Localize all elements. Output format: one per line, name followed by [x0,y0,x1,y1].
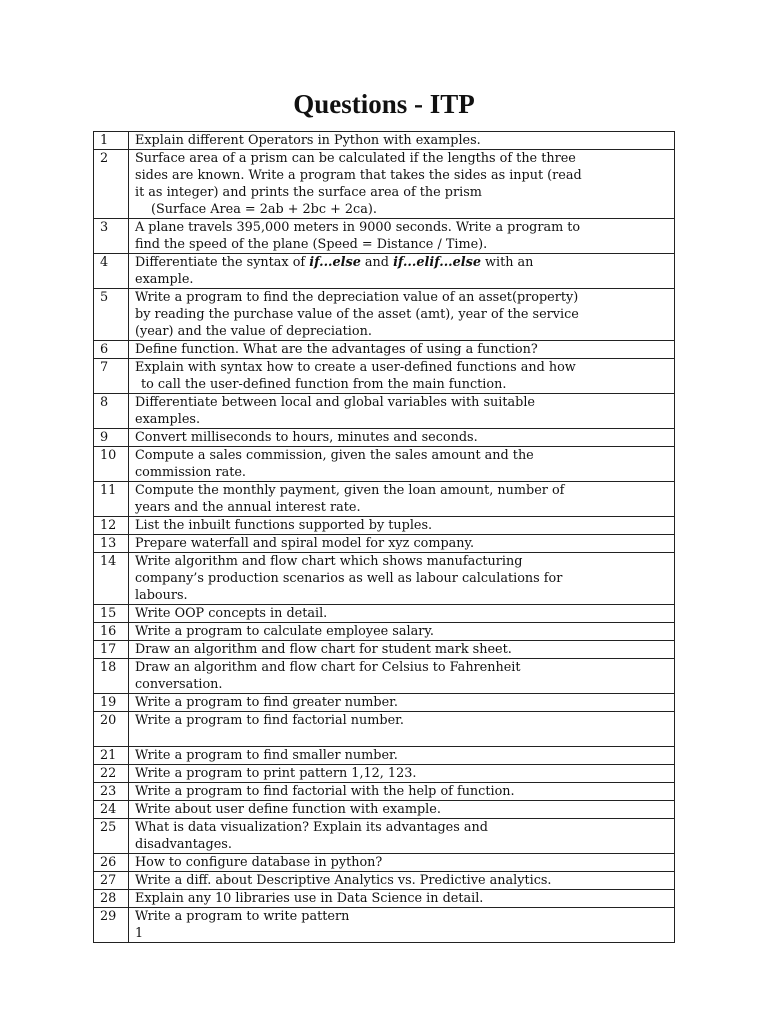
question-number: 21 [94,747,129,765]
question-text [129,517,675,535]
table-row [94,482,675,517]
question-number: 29 [94,908,129,943]
question-text [129,150,675,219]
question-number: 24 [94,801,129,819]
question-line: Write a program to find smaller number. [135,748,398,763]
question-number: 9 [94,429,129,447]
question-number: 5 [94,289,129,341]
question-line: by reading the purchase value of the asset (amt), year of the service [135,307,579,322]
question-line: Define function. What are the advantages of using a function? [135,342,538,357]
question-number: 19 [94,694,129,712]
question-text [129,605,675,623]
table-row [94,890,675,908]
table-row [94,659,675,694]
question-number: 17 [94,641,129,659]
question-number: 25 [94,819,129,854]
question-line: company’s production scenarios as well as labour calculations for [135,571,563,586]
table-row [94,429,675,447]
question-line: examples. [135,412,201,427]
syntax-keyword: if...elif...else [393,255,481,270]
question-number: 10 [94,447,129,482]
question-line: to call the user-defined function from the main function. [141,377,507,392]
table-row [94,341,675,359]
question-text [129,765,675,783]
question-line: List the inbuilt functions supported by tuples. [135,518,433,533]
question-line: Explain any 10 libraries use in Data Science in detail. [135,891,484,906]
question-line: 1 [135,926,144,941]
question-text [129,553,675,605]
question-text [129,341,675,359]
question-line: find the speed of the plane (Speed = Distance / Time). [135,237,488,252]
question-line: conversation. [135,677,223,692]
question-text [129,712,675,747]
question-line: example. [135,272,194,287]
question-text [129,659,675,694]
page-title: Questions - ITP [293,89,475,119]
table-row [94,517,675,535]
table-row [94,908,675,943]
question-number: 26 [94,854,129,872]
question-number: 12 [94,517,129,535]
question-line: A plane travels 395,000 meters in 9000 seconds. Write a program to [135,220,581,235]
question-number: 13 [94,535,129,553]
question-line: Draw an algorithm and flow chart for student mark sheet. [135,642,512,657]
question-text [129,747,675,765]
question-line-fragment: and [360,255,394,270]
syntax-keyword: if...else [309,255,361,270]
question-line: Surface area of a prism can be calculated if the lengths of the three [135,151,576,166]
question-number: 20 [94,712,129,747]
question-text [129,254,675,289]
question-line: Write about user define function with example. [135,802,441,817]
question-number: 28 [94,890,129,908]
table-row [94,801,675,819]
table-row [94,819,675,854]
questions-table-body [94,132,675,943]
question-line: it as integer) and prints the surface area of the prism [135,185,482,200]
question-text [129,872,675,890]
table-row [94,694,675,712]
question-number: 14 [94,553,129,605]
question-text [129,641,675,659]
table-row [94,623,675,641]
question-text [129,219,675,254]
question-text [129,623,675,641]
table-row [94,854,675,872]
question-line: Write a program to find factorial number. [135,713,404,728]
table-row [94,872,675,890]
question-number: 15 [94,605,129,623]
question-text [129,854,675,872]
question-text [129,694,675,712]
question-text [129,890,675,908]
question-line: Write a program to find factorial with the help of function. [135,784,515,799]
question-text [129,289,675,341]
question-line-fragment: with an [480,255,534,270]
question-number: 22 [94,765,129,783]
question-line: Write a program to find the depreciation value of an asset(property) [135,290,579,305]
question-number: 4 [94,254,129,289]
question-number: 23 [94,783,129,801]
question-text [129,535,675,553]
question-number: 3 [94,219,129,254]
question-line: Write a diff. about Descriptive Analytics vs. Predictive analytics. [135,873,552,888]
table-row [94,783,675,801]
questions-table [93,131,675,943]
table-row [94,132,675,150]
question-line-fragment: Differentiate the syntax of [135,255,310,270]
question-line: Compute a sales commission, given the sales amount and the [135,448,534,463]
question-line: (Surface Area = 2ab + 2bc + 2ca). [151,202,377,217]
question-line: Write a program to calculate employee salary. [135,624,434,639]
question-line: Explain with syntax how to create a user-defined functions and how [135,360,576,375]
question-text [129,429,675,447]
question-number: 6 [94,341,129,359]
table-row [94,359,675,394]
question-number: 16 [94,623,129,641]
question-line: Write a program to print pattern 1,12, 123. [135,766,417,781]
question-text [129,132,675,150]
question-line: labours. [135,588,188,603]
question-line: disadvantages. [135,837,232,852]
question-text [129,394,675,429]
table-row [94,535,675,553]
question-line: years and the annual interest rate. [135,500,361,515]
table-row [94,747,675,765]
question-text [129,783,675,801]
table-row [94,553,675,605]
question-line: Write a program to find greater number. [135,695,398,710]
question-line: Write OOP concepts in detail. [135,606,328,621]
question-text [129,908,675,943]
question-line: Explain different Operators in Python with examples. [135,133,481,148]
table-row [94,150,675,219]
question-text [129,819,675,854]
table-row [94,289,675,341]
table-row [94,447,675,482]
question-number: 2 [94,150,129,219]
question-text [129,801,675,819]
table-row [94,712,675,747]
question-number: 11 [94,482,129,517]
question-line: What is data visualization? Explain its advantages and [135,820,488,835]
question-line: Write a program to write pattern [135,909,350,924]
table-row [94,605,675,623]
question-line: Compute the monthly payment, given the loan amount, number of [135,483,565,498]
question-line [135,254,670,271]
table-row [94,219,675,254]
question-line: sides are known. Write a program that takes the sides as input (read [135,168,582,183]
question-number: 1 [94,132,129,150]
question-line: (year) and the value of depreciation. [135,324,372,339]
question-line: commission rate. [135,465,247,480]
table-row [94,394,675,429]
question-text [129,447,675,482]
question-line: Convert milliseconds to hours, minutes and seconds. [135,430,478,445]
question-text [129,359,675,394]
question-number: 18 [94,659,129,694]
question-line [135,729,670,746]
question-number: 8 [94,394,129,429]
table-row [94,254,675,289]
question-line: How to configure database in python? [135,855,383,870]
question-text [129,482,675,517]
question-line: Write algorithm and flow chart which shows manufacturing [135,554,523,569]
question-line: Differentiate between local and global variables with suitable [135,395,535,410]
question-line: Draw an algorithm and flow chart for Celsius to Fahrenheit [135,660,521,675]
question-number: 27 [94,872,129,890]
question-line: Prepare waterfall and spiral model for xyz company. [135,536,475,551]
question-number: 7 [94,359,129,394]
table-row [94,641,675,659]
table-row [94,765,675,783]
